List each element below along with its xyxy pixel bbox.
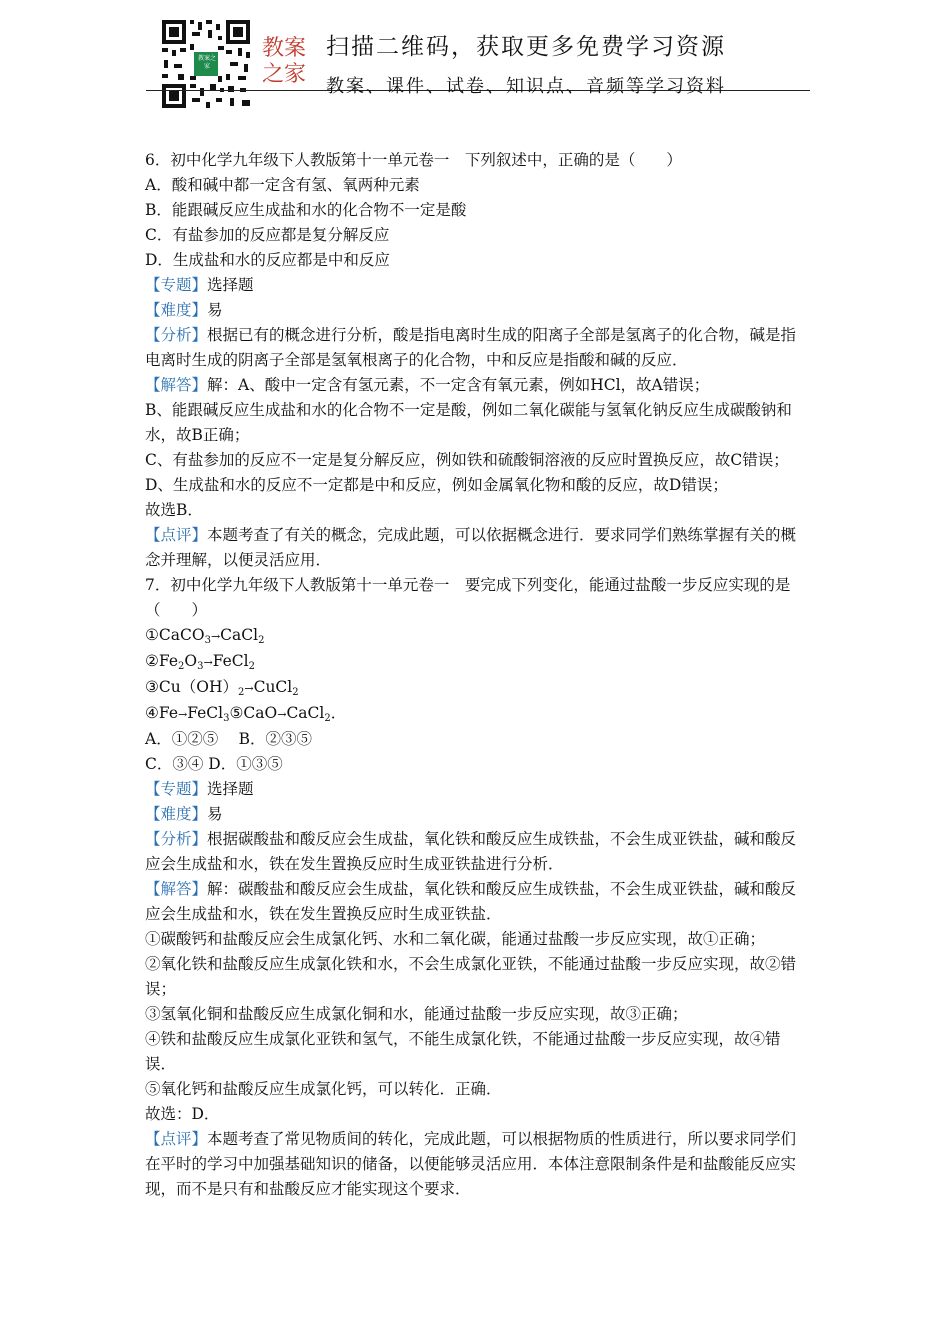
q6-option-c: C．有盐参加的反应都是复分解反应 [145, 226, 390, 244]
q7-reaction-1: ①CaCO$_3$→CaCl$_2$ [145, 626, 265, 646]
qr-center-label: 教案之家 [197, 55, 216, 70]
analysis-tag: 【分析】 [145, 830, 208, 848]
q6-answer-line: B、能跟碱反应生成盐和水的化合物不一定是酸，例如二氧化碳能与氢氧化钠反应生成碳酸钠和水，故B正确； [145, 401, 792, 444]
q6-answer-intro: 解：A、酸中一定含有氢元素，不一定含有氧元素，例如HCl，故A错误； [207, 376, 710, 394]
document-body [145, 148, 810, 1202]
q7-options-line-1: A．①②⑤ B．②③⑤ [145, 730, 313, 748]
q6-comment [145, 523, 810, 573]
q7-analysis-text: 根据碳酸盐和酸反应会生成盐，氧化铁和酸反应生成铁盐，不会生成亚铁盐，碱和酸反应会生成盐和水，铁在发生置换反应时生成亚铁盐进行分析． [145, 830, 797, 873]
answer-tag: 【解答】 [145, 376, 208, 394]
answer-tag: 【解答】 [145, 880, 208, 898]
q7-options-line-2: C．③④ D．①③⑤ [145, 755, 283, 773]
q7-topic [145, 777, 810, 802]
q7-difficulty [145, 802, 810, 827]
q7-answer-line: ①碳酸钙和盐酸反应会生成氯化钙、水和二氧化碳，能通过盐酸一步反应实现，故①正确； [145, 930, 766, 948]
q7-answer-intro: 解：碳酸盐和酸反应会生成盐，氧化铁和酸反应生成铁盐，不会生成亚铁盐，碱和酸反应会生成盐和水，铁在发生置换反应时生成亚铁盐． [145, 880, 797, 923]
q6-analysis [145, 323, 810, 373]
q7-answer-line: ⑤氧化钙和盐酸反应生成氯化钙，可以转化．正确． [145, 1080, 502, 1098]
q7-comment [145, 1127, 810, 1202]
q7-answer-line: ②氧化铁和盐酸反应生成氯化铁和水，不会生成氯化亚铁，不能通过盐酸一步反应实现，故②错误； [145, 955, 797, 998]
slogan-line-2: 教案、课件、试卷、知识点、音频等学习资料 [326, 76, 726, 97]
q6-option-d: D．生成盐和水的反应都是中和反应 [145, 251, 390, 269]
page-header [0, 0, 950, 120]
difficulty-tag: 【难度】 [145, 301, 208, 319]
comment-tag: 【点评】 [145, 526, 208, 544]
q6-difficulty [145, 298, 810, 323]
q6-option-b: B．能跟碱反应生成盐和水的化合物不一定是酸 [145, 201, 467, 219]
q6-answer [145, 373, 810, 398]
analysis-tag: 【分析】 [145, 326, 208, 344]
q6-comment-text: 本题考查了有关的概念，完成此题，可以依据概念进行．要求同学们熟练掌握有关的概念并理解，以便灵活应用． [145, 526, 797, 569]
q7-answer-line: 故选：D． [145, 1105, 220, 1123]
q7-topic-value: 选择题 [207, 780, 254, 798]
slogan-line-1: 扫描二维码，获取更多免费学习资源 [326, 34, 726, 60]
q6-analysis-text: 根据已有的概念进行分析，酸是指电离时生成的阳离子全部是氢离子的化合物，碱是指电离时生成的阴离子全部是氢氧根离子的化合物，中和反应是指酸和碱的反应． [145, 326, 797, 369]
comment-tag: 【点评】 [145, 1130, 208, 1148]
q7-reaction-4-5: ④Fe→FeCl$_3$⑤CaO→CaCl$_2$． [145, 704, 347, 724]
q7-answer [145, 877, 810, 927]
q7-reaction-2: $②Fe_2O_3\to FeCl_2$ [145, 652, 255, 672]
topic-tag: 【专题】 [145, 780, 208, 798]
q6-topic [145, 273, 810, 298]
q7-answer-line: ③氢氧化铜和盐酸反应生成氯化铜和水，能通过盐酸一步反应实现，故③正确； [145, 1005, 688, 1023]
q6-answer-line: C、有盐参加的反应不一定是复分解反应，例如铁和硫酸铜溶液的反应时置换反应，故C错误； [145, 451, 789, 469]
q6-answer-line: D、生成盐和水的反应不一定都是中和反应，例如金属氧化物和酸的反应，故D错误； [145, 476, 728, 494]
q6-difficulty-value: 易 [207, 301, 223, 319]
q7-reaction-3: $③Cu(OH)_2\to CuCl_2$ [145, 678, 299, 698]
q6-stem: 6．初中化学九年级下人教版第十一单元卷一 下列叙述中，正确的是（ ） [145, 151, 682, 169]
logo-text: 教案之家 [262, 36, 307, 87]
q7-analysis [145, 827, 810, 877]
q7-answer-line: ④铁和盐酸反应生成氯化亚铁和氢气，不能生成氯化铁，不能通过盐酸一步反应实现，故④错误． [145, 1030, 781, 1073]
q6-answer-line: 故选B． [145, 501, 203, 519]
q7-stem: 7．初中化学九年级下人教版第十一单元卷一 要完成下列变化，能通过盐酸一步反应实现的是（ ） [145, 576, 791, 619]
q6-option-a: A．酸和碱中都一定含有氢、氧两种元素 [145, 176, 420, 194]
q6-topic-value: 选择题 [207, 276, 254, 294]
difficulty-tag: 【难度】 [145, 805, 208, 823]
topic-tag: 【专题】 [145, 276, 208, 294]
q7-comment-text: 本题考查了常见物质间的转化，完成此题，可以根据物质的性质进行，所以要求同学们在平时的学习中加强基础知识的储备，以便能够灵活应用．本体注意限制条件是和盐酸能反应实现，而不是只有和盐酸反应才能实现这个要求． [145, 1130, 797, 1198]
q7-difficulty-value: 易 [207, 805, 223, 823]
